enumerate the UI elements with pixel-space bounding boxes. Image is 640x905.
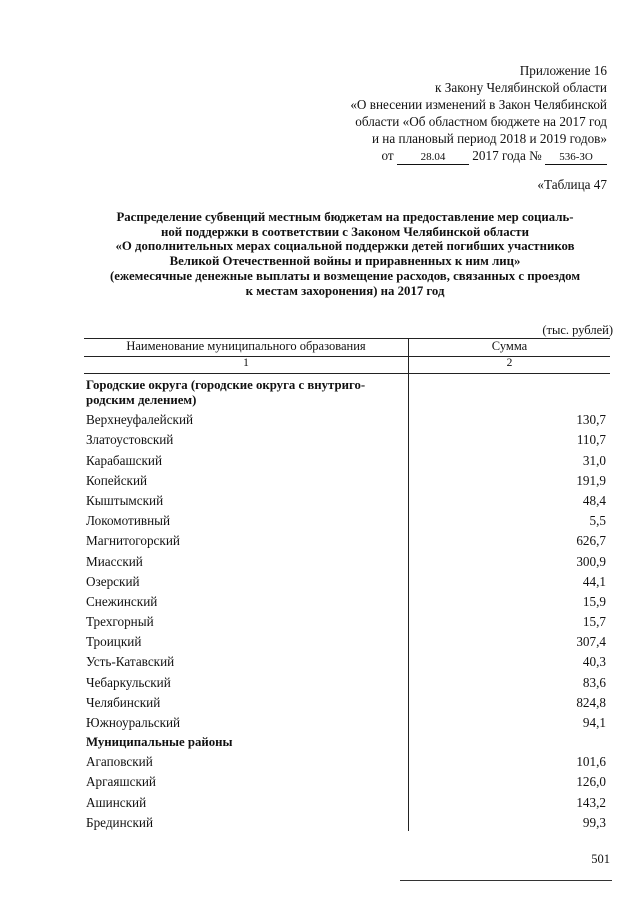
municipality-name: Ашинский — [86, 794, 147, 810]
subsidy-amount: 626,7 — [576, 533, 606, 549]
subsidy-amount: 130,7 — [576, 412, 606, 428]
subsidy-amount: 15,7 — [582, 614, 606, 630]
column-header-name: Наименование муниципального образования — [84, 339, 409, 356]
subsidy-amount: 307,4 — [576, 634, 606, 650]
header-line: к Закону Челябинской области — [435, 80, 607, 95]
title-line: «О дополнительных мерах социальной поддержки детей погибших участников — [115, 239, 575, 254]
subsidy-amount: 15,9 — [582, 593, 606, 609]
table-row — [84, 590, 610, 610]
municipality-name: Агаповский — [86, 754, 153, 770]
footer-divider — [400, 880, 612, 881]
table-row — [84, 750, 610, 770]
subsidy-amount: 126,0 — [576, 774, 606, 790]
municipality-name: Златоустовский — [86, 432, 174, 448]
table-row — [84, 691, 610, 711]
municipality-name: Озерский — [86, 573, 140, 589]
table-row — [84, 448, 610, 468]
municipality-name: Верхнеуфалейский — [86, 412, 194, 428]
header-line: Приложение 16 — [519, 63, 607, 78]
subsidy-amount: 31,0 — [582, 452, 606, 468]
subsidy-amount: 101,6 — [576, 754, 606, 770]
law-date-line — [350, 147, 607, 165]
group-heading-city-districts: Городские округа (городские округа с внутриго-родским делением) — [86, 378, 366, 407]
date-mid: 2017 года № — [472, 148, 542, 163]
column-number-1: 1 — [84, 357, 409, 373]
subsidy-amount: 5,5 — [589, 513, 606, 529]
title-line: (ежемесячные денежные выплаты и возмещение расходов, связанных с проездом — [109, 268, 581, 283]
header-line: и на плановый период 2018 и 2019 годов» — [371, 131, 607, 146]
municipality-name: Карабашский — [86, 452, 163, 468]
table-header — [84, 338, 610, 357]
header-line: области «Об областном бюджете на 2017 год — [355, 114, 607, 129]
group-heading-municipal-districts: Муниципальные районы — [86, 735, 233, 749]
subsidy-amount: 40,3 — [582, 654, 606, 670]
municipality-name: Магнитогорский — [86, 533, 180, 549]
municipality-name: Брединский — [86, 814, 154, 830]
municipality-name: Кыштымский — [86, 492, 164, 508]
subsidy-table — [84, 338, 610, 831]
table-row — [84, 529, 610, 549]
municipality-name: Локомотивный — [86, 513, 171, 529]
table-row — [84, 489, 610, 509]
date-prefix: от — [381, 148, 394, 163]
appendix-header — [350, 62, 607, 165]
municipality-name: Трехгорный — [86, 614, 154, 630]
municipality-name: Челябинский — [86, 694, 161, 710]
subsidy-amount: 300,9 — [576, 553, 606, 569]
municipality-name: Миасский — [86, 553, 143, 569]
table-row — [84, 650, 610, 670]
table-row — [84, 408, 610, 428]
date-value: 28.04 — [397, 151, 469, 165]
table-row — [84, 630, 610, 650]
document-title — [80, 210, 610, 298]
subsidy-amount: 48,4 — [582, 492, 606, 508]
table-row — [84, 509, 610, 529]
subsidy-amount: 99,3 — [582, 814, 606, 830]
subsidy-amount: 44,1 — [582, 573, 606, 589]
table-row — [84, 790, 610, 810]
table-row — [84, 770, 610, 790]
table-label: «Таблица 47 — [537, 177, 607, 192]
municipality-name: Снежинский — [86, 593, 158, 609]
table-row — [84, 469, 610, 489]
title-line: ной поддержки в соответствии с Законом Челябинской области — [161, 224, 529, 239]
table-row — [84, 610, 610, 630]
municipality-name: Чебаркульский — [86, 674, 171, 690]
table-row — [84, 811, 610, 831]
municipality-name: Копейский — [86, 472, 148, 488]
municipality-name: Аргаяшский — [86, 774, 156, 790]
page-number: 501 — [591, 852, 610, 866]
table-row — [84, 549, 610, 569]
title-line: к местам захоронения) на 2017 год — [245, 283, 445, 298]
subsidy-amount: 110,7 — [576, 432, 606, 448]
column-header-sum: Сумма — [491, 339, 528, 353]
municipality-name: Усть-Катавский — [86, 654, 175, 670]
municipality-name: Южноуральский — [86, 715, 181, 730]
table-body — [84, 374, 610, 831]
table-row — [84, 670, 610, 690]
law-number: 536-ЗО — [545, 151, 607, 165]
subsidy-amount: 94,1 — [582, 715, 606, 730]
column-numbers — [84, 357, 610, 374]
municipality-name: Троицкий — [86, 634, 142, 650]
table-row — [84, 428, 610, 448]
subsidy-amount: 824,8 — [576, 694, 606, 710]
column-number-2: 2 — [506, 357, 513, 369]
subsidy-amount: 191,9 — [576, 472, 606, 488]
table-row — [84, 570, 610, 590]
subsidy-amount: 83,6 — [582, 674, 606, 690]
header-line: «О внесении изменений в Закон Челябинской — [350, 97, 607, 112]
title-line: Распределение субвенций местным бюджетам на предоставление мер социаль- — [116, 210, 574, 224]
title-line: Великой Отечественной войны и приравненных к ним лиц» — [169, 254, 521, 269]
table-row — [84, 711, 610, 731]
units-label: (тыс. рублей) — [542, 323, 613, 337]
subsidy-amount: 143,2 — [576, 794, 606, 810]
